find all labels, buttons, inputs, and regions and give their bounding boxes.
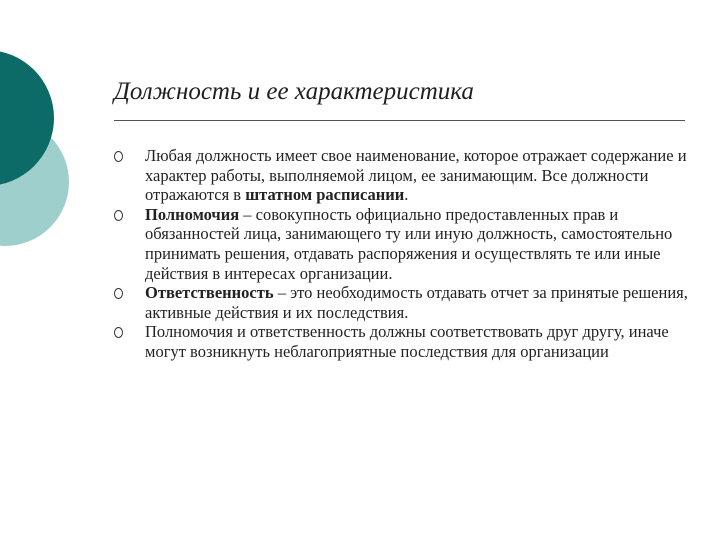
bullet-text: – это необходимость отдавать отчет за принятые решения, активные действия и их последствия. [145,283,688,322]
decorative-circles [0,0,120,300]
bullet-item [114,146,704,205]
bullet-text: – совокупность официально предоставленных прав и обязанностей лица, занимающего ту или иную должность, самостоятельно принимать решения, отдавать распоряжения и осуществлять те или иные действия в интересах организации. [145,204,673,283]
slide-title: Должность и ее характеристика [114,78,474,105]
circle-bullet-icon [114,210,123,221]
circle-bullet-icon [114,327,123,338]
title-divider [114,120,685,121]
circle-bullet-icon [114,151,123,162]
bullet-item [114,283,704,322]
bullet-item [114,205,704,283]
circle-bullet-icon [114,288,123,299]
bullet-bold-text: Полномочия [145,204,240,224]
bullet-bold-text: штатном расписании [245,185,405,205]
bullet-text: Полномочия и ответственность должны соответствовать друг другу, иначе могут возникнуть неблагоприятные последствия для организации [145,322,669,361]
bullet-list [114,146,704,362]
bullet-bold-text: Ответственность [145,283,274,303]
bullet-text: . [404,185,409,205]
bullet-text: Любая должность имеет свое наименование, которое отражает содержание и характер работы, выполняемой лицом, ее занимающим. Все должности отражаются в [145,146,687,205]
bullet-item [114,322,704,361]
